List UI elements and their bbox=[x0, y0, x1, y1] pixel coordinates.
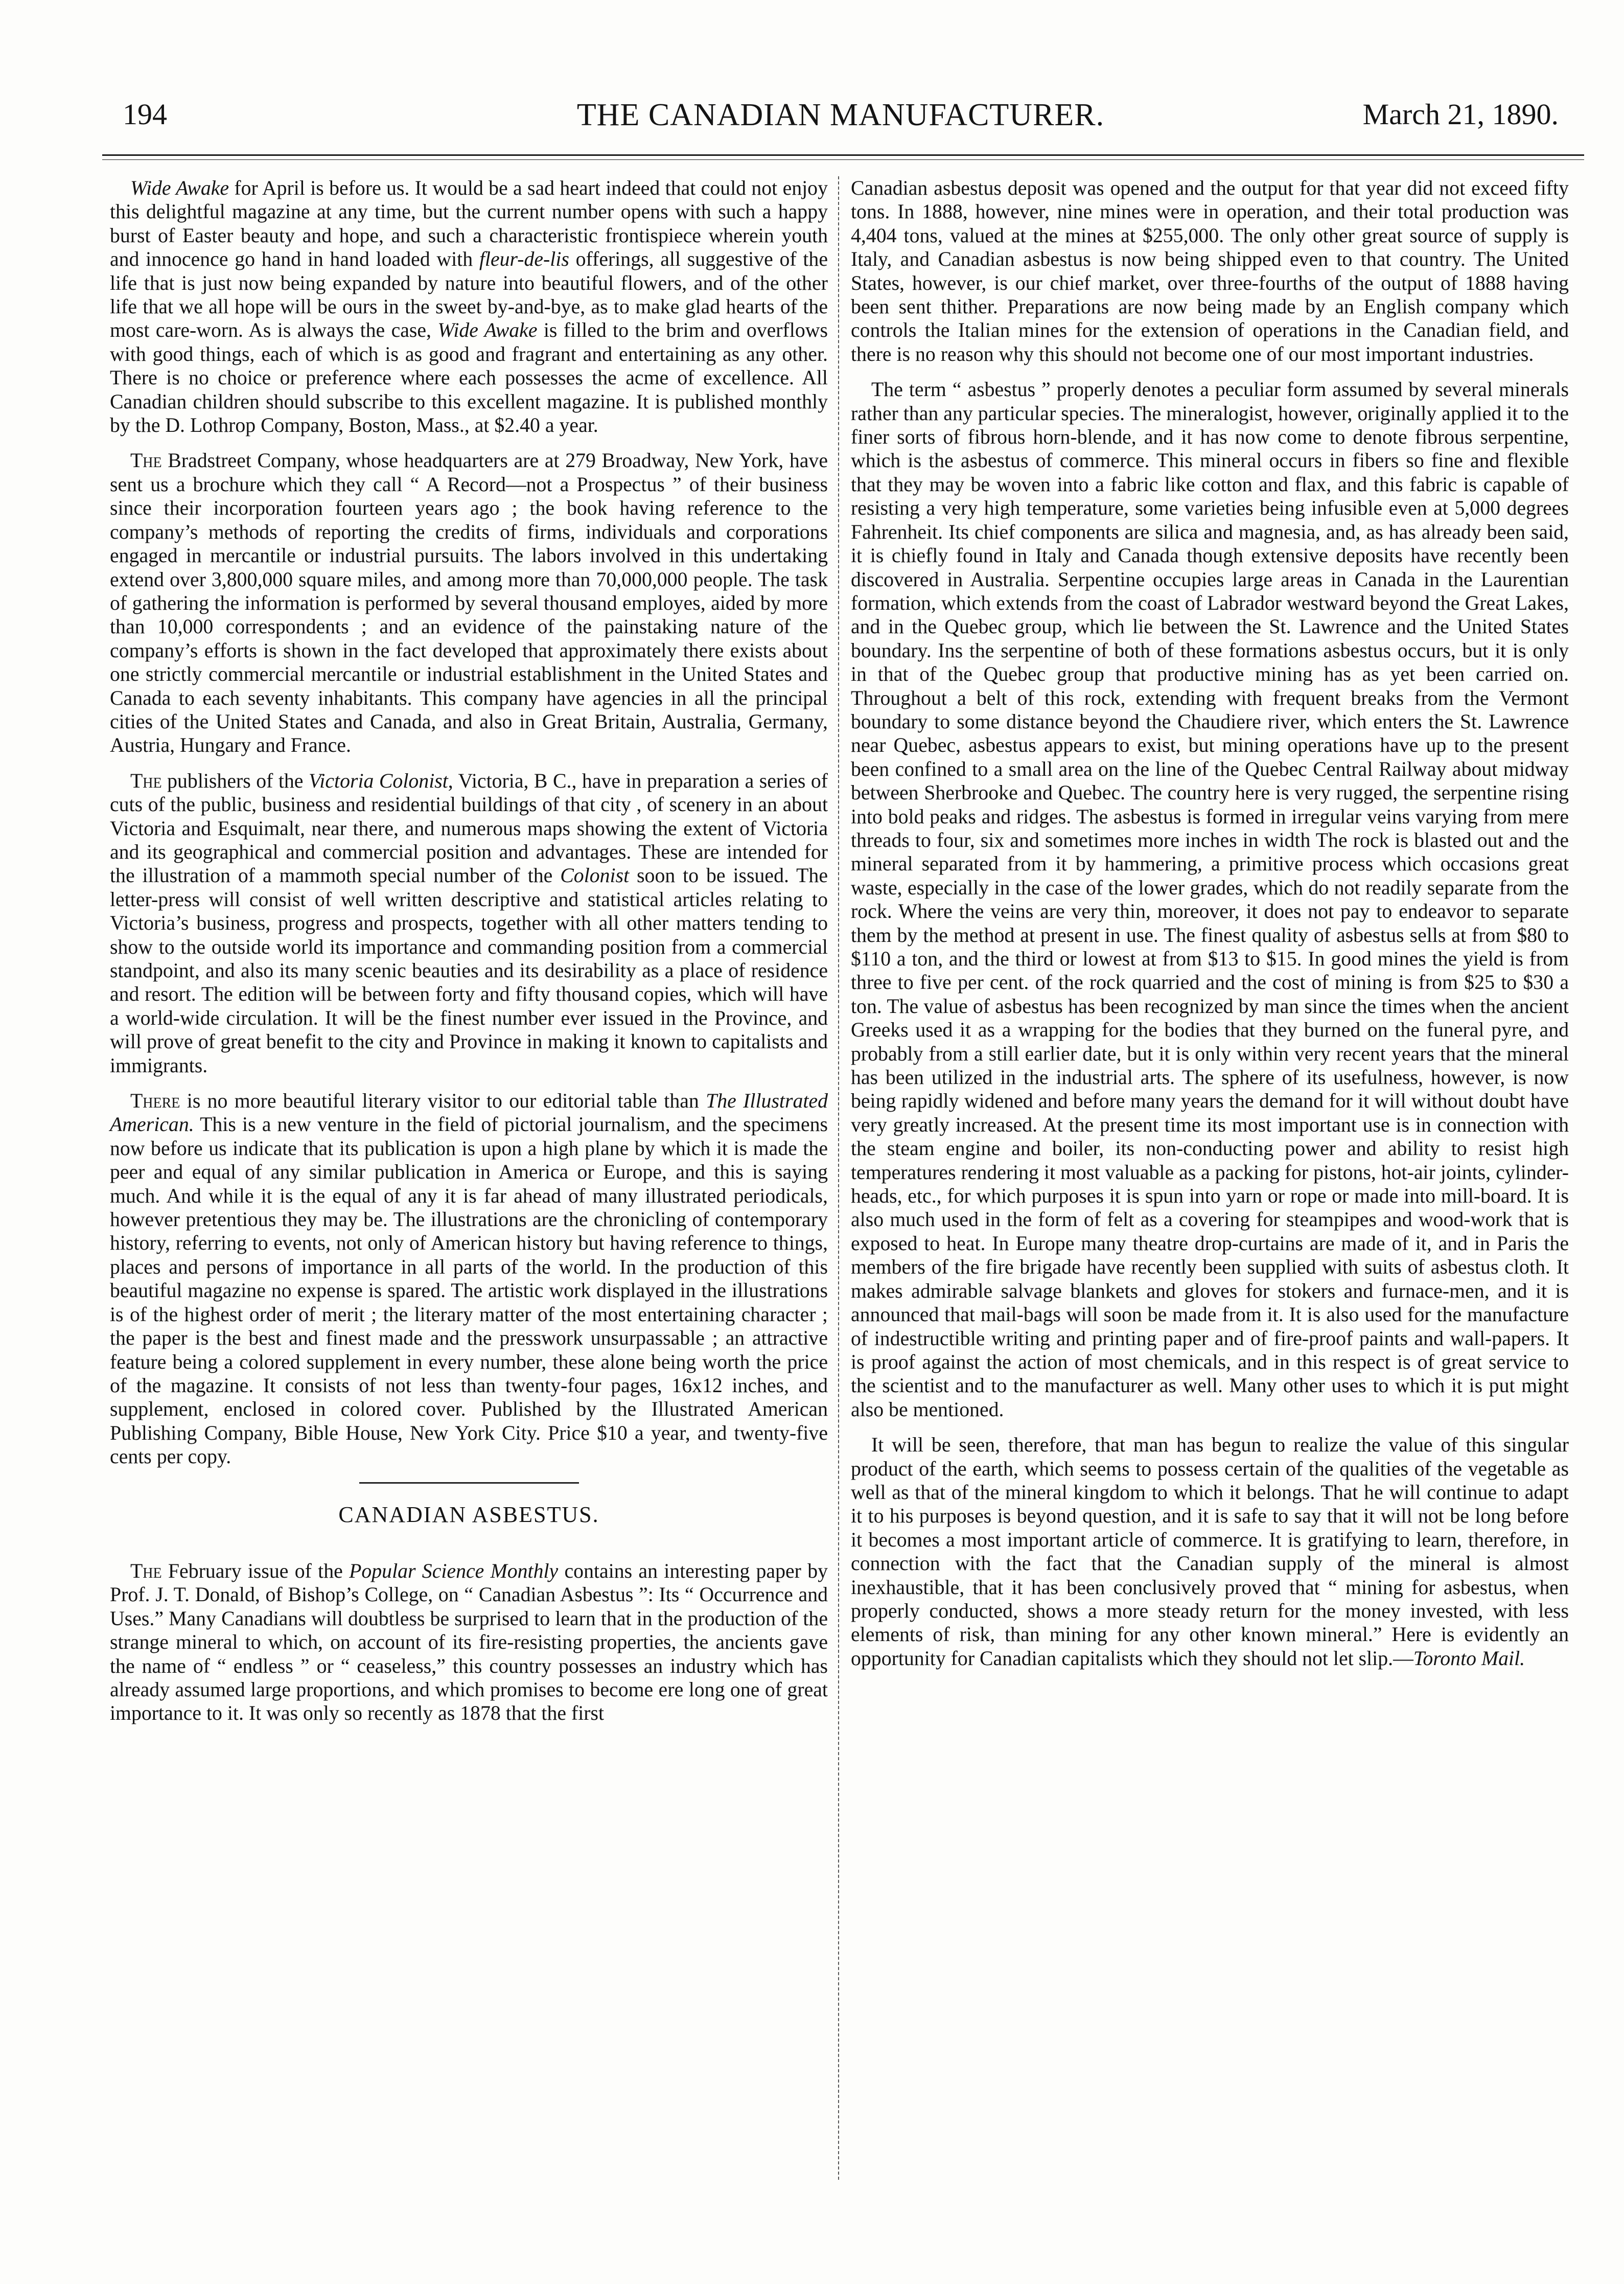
header-rule-thin bbox=[102, 159, 1584, 160]
page-header bbox=[123, 97, 1559, 153]
asbestus-article-continued: Canadian asbestus deposit was opened and the output for that year did not exceed fifty tons. In 1888, however, nine mines were in operation, and their total production was 4,404 tons, valued at the mines at $255,000. The only other great source of supply is Italy, and Canadian asbestus is now being shipped even to that country. The United States, however, is our chief market, over three-fourths of the output of 1888 having been sent thither. Preparations are now being made by an English company which controls the Italian mines for the extension of operations in the Canadian field, and there is no reason why this should not become one of our most important industries. bbox=[851, 177, 1569, 365]
left-column bbox=[110, 176, 828, 1737]
bradstreet-notice: The Bradstreet Company, whose headquarters are at 279 Broadway, New York, have sent us a brochure which they call “ A Record—not a Prospectus ” of their business since their incorporation fourteen years ago ; the book having reference to the company’s methods of reporting the credits of firms, individuals and corporations engaged in mercantile or industrial pursuits. The labors involved in this undertaking extend over 3,800,000 square miles, and among more than 70,000,000 people. The task of gathering the information is performed by several thousand employes, aided by more than 10,000 correspondents ; and an evidence of the painstaking nature of the company’s efforts is shown in the fact developed that approximately there exists about one strictly commercial mercantile or industrial establishment in the United States and Canada to each seventy inhabitants. This company have agencies in all the principal cities of the United States and Canada, and also in Great Britain, Australia, Germany, Austria, Hungary and France. bbox=[110, 449, 828, 757]
page-number: 194 bbox=[123, 98, 167, 131]
section-separator bbox=[359, 1482, 579, 1484]
right-column bbox=[851, 176, 1569, 1682]
header-rule bbox=[102, 154, 1584, 156]
publication-title: THE CANADIAN MANUFACTURER. bbox=[576, 98, 1105, 132]
source-credit: Toronto Mail. bbox=[1413, 1647, 1525, 1670]
victoria-colonist-notice: The publishers of the Victoria Colonist, Victoria, B C., have in preparation a series of cuts of the public, business and residential buildings of that city , of scenery in an about Victoria and Esquimalt, near there, and numerous maps showing the extent of Victoria and its geographical and commercial position and advantages. These are intended for the illustration of a mammoth special number of the Colonist soon to be issued. The letter-press will consist of well written descriptive and statistical articles relating to Victoria’s business, progress and prospects, together with all other matters tending to show to the outside world its importance and commanding position from a commercial standpoint, and also its many scenic beauties and its desirability as a place of residence and resort. The edition will be between forty and fifty thousand copies, which will have a world-wide circulation. It will be the finest number ever issued in the Province, and will prove of great benefit to the city and Province in making it known to capitalists and immigrants. bbox=[110, 769, 828, 1077]
issue-date: March 21, 1890. bbox=[1362, 98, 1559, 131]
asbestus-term-paragraph: The term “ asbestus ” properly denotes a peculiar form assumed by several minerals rather than any particular species. The mineralogist, however, originally applied it to the finer sorts of fibrous horn-blende, and it has now come to denote fibrous serpentine, which is the asbestus of commerce. This mineral occurs in fibers so fine and flexible that they may be woven into a fabric like cotton and flax, and this fabric is capable of resisting a very high temperature, some varieties being infusible even at 5,000 degrees Fahrenheit. Its chief components are silica and magnesia, and, as has already been said, it is chiefly found in Italy and Canada though extensive deposits have recently been discovered in Australia. Serpentine occupies large areas in Canada in the Laurentian formation, which extends from the coast of Labrador westward beyond the Great Lakes, and in the Quebec group, which lie between the St. Lawrence and the United States boundary. Ins the serpentine of both of these formations asbestus occurs, but it is only in that of the Quebec group that productive mining has as yet been carried on. Throughout a belt of this rock, extending with frequent breaks from the Vermont boundary to some distance beyond the Chaudiere river, which enters the St. Lawrence near Quebec, asbestus appears to exist, but mining operations have up to the present been confined to a small area on the line of the Quebec Central Railway about midway between Sherbrooke and Quebec. The country here is very rugged, the serpentine rising into bold peaks and ridges. The asbestus is formed in irregular veins varying from mere threads to four, six and sometimes more inches in width The rock is blasted out and the mineral separated from it by hammering, a primitive process which occasions great waste, especially in the case of the lower grades, which do not readily separate from the rock. Where the veins are very thin, moreover, it does not pay to endeavor to separate them by the method at present in use. The finest quality of asbestus sells at from $80 to $110 a ton, and the third or lowest at from $13 to $15. In good mines the yield is from three to five per cent. of the rock quarried and the cost of mining is from $25 to $30 a ton. The value of asbestus has been recognized by man since the times when the ancient Greeks used it as a wrapping for the bodies that they burned on the funeral pyre, and probably from a still earlier date, but it is only within very recent years that the mineral has been utilized in the industrial arts. The sphere of its usefulness, however, is now being rapidly widened and before many years the demand for it will without doubt have very greatly increased. At the present time its most important use is in connection with the steam engine and boiler, its non-conducting power and ability to resist high temperatures rendering it most valuable as a packing for pistons, hot-air joints, cylinder-heads, etc., for which purposes it is spun into yarn or rope or made into mill-board. It is also much used in the form of felt as a covering for steampipes and wood-work that is exposed to heat. In Europe many theatre drop-curtains are made of it, and in Paris the members of the fire brigade have recently been supplied with suits of asbestus cloth. It makes admirable salvage blankets and gloves for stokers and furnace-men, and it is announced that mail-bags will soon be made from it. It is also used for the manufacture of indestructible writing and printing paper and of fire-proof paints and wall-papers. It is proof against the action of most chemicals, and in this respect is of great service to the scientist and to the manufacturer as well. Many other uses to which it is put might also be mentioned. bbox=[851, 378, 1569, 1421]
asbestus-conclusion: It will be seen, therefore, that man has begun to realize the value of this singular product of the earth, which seems to possess certain of the qualities of the vegetable as well as that of the mineral kingdom to which it belongs. That he will continue to adapt it to his purposes is beyond question, and it is safe to say that it will not be long before it becomes a most important article of commerce. It is gratifying to learn, therefore, in connection with the fact that the Canadian supply of the mineral is almost inexhaustible, that it has been conclusively proved that “ mining for asbestus, when properly conducted, shows a more steady return for the money invested, with less elements of risk, than mining for any other known mineral.” Here is evidently an opportunity for Canadian capitalists which they should not let slip.—Toronto Mail. bbox=[851, 1434, 1569, 1670]
section-title: CANADIAN ASBESTUS. bbox=[338, 1502, 599, 1527]
illustrated-american-notice: There is no more beautiful literary visitor to our editorial table than The Illustrated American. This is a new venture in the field of pictorial journalism, and the specimens now before us indicate that its publication is upon a high plane by which it is made the peer and equal of any similar publication in America or Europe, and this is saying much. And while it is the equal of any it is far ahead of many illustrated periodicals, however pretentious they may be. The illustrations are the chronicling of contemporary history, referring to events, not only of American history but having reference to things, places and persons of importance in all parts of the world. In the production of this beautiful magazine no expense is spared. The artistic work displayed in the illustrations is of the highest order of merit ; the literary matter of the most entertaining character ; the paper is the best and finest made and the presswork unsurpassable ; an attractive feature being a colored supplement in every number, these alone being worth the price of the magazine. It consists of not less than twenty-four pages, 16x12 inches, and supplement, enclosed in colored cover. Published by the Illustrated American Publishing Company, Bible House, New York City. Price $10 a year, and twenty-five cents per copy. bbox=[110, 1090, 828, 1468]
wide-awake-notice: Wide Awake for April is before us. It would be a sad heart indeed that could not enjoy this delightful magazine at any time, but the current number opens with such a happy burst of Easter beauty and hope, and such a characteristic frontispiece wherein youth and innocence go hand in hand loaded with fleur-de-lis offerings, all suggestive of the life that is just now being expanded by nature into beautiful flowers, and of the other life that we all hope will be ours in the sweet by-and-bye, as to make glad hearts of the most care-worn. As is always the case, Wide Awake is filled to the brim and overflows with good things, each of which is as good and fragrant and entertaining as any other. There is no choice or preference where each possesses the acme of excellence. All Canadian children should subscribe to this excellent magazine. It is published monthly by the D. Lothrop Company, Boston, Mass., at $2.40 a year. bbox=[110, 177, 828, 437]
asbestus-article-opening: The February issue of the Popular Science Monthly contains an interesting paper by Prof. J. T. Donald, of Bishop’s College, on “ Canadian Asbestus ”: Its “ Occurrence and Uses.” Many Canadians will doubtless be surprised to learn that in the production of the strange mineral to which, on account of its fire-resisting properties, the ancients gave the name of “ endless ” or “ ceaseless,” this country possesses an industry which has already assumed large proportions, and which promises to become ere long one of great importance to it. It was only so recently as 1878 that the first bbox=[110, 1559, 828, 1725]
column-divider bbox=[838, 176, 839, 2180]
